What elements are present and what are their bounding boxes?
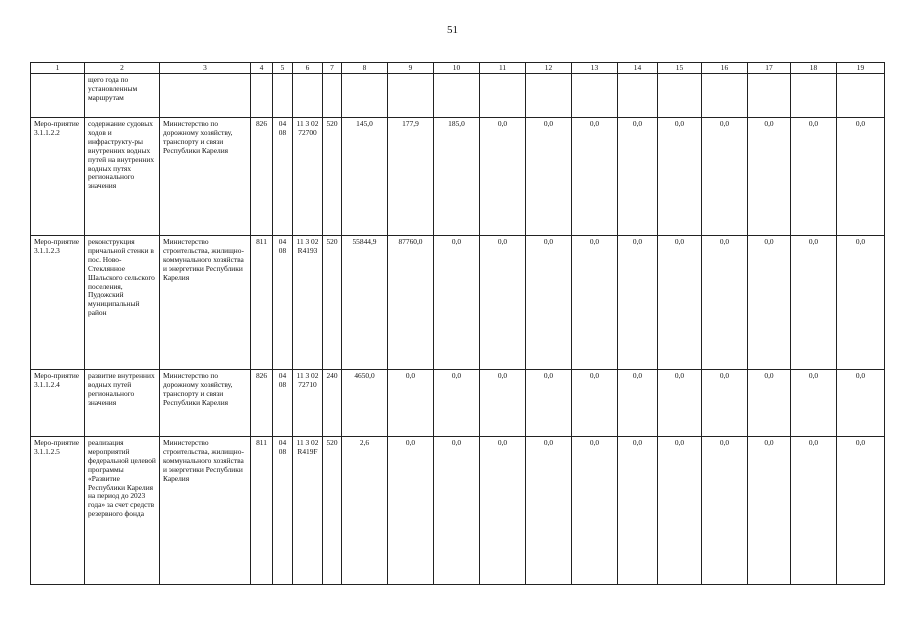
rzpr-code-cell: [273, 74, 293, 118]
header-cell: 11: [480, 63, 526, 74]
value-cell: 0,0: [434, 437, 480, 585]
table-row: [31, 437, 885, 585]
csr-code-cell: 11 3 02 72700: [293, 118, 323, 236]
value-cell: 0,0: [837, 118, 885, 236]
header-cell: 9: [388, 63, 434, 74]
responsible-executor-cell: [160, 74, 251, 118]
value-cell: 0,0: [791, 236, 837, 370]
value-cell: 0,0: [434, 370, 480, 437]
vr-code-cell: [323, 74, 342, 118]
responsible-executor-cell: Министерство по дорожному хозяйству, транспорту и связи Республики Карелия: [160, 370, 251, 437]
value-cell: 0,0: [702, 118, 748, 236]
value-cell: 0,0: [480, 118, 526, 236]
value-cell: 0,0: [618, 236, 658, 370]
activity-code-cell: [31, 74, 85, 118]
value-cell: 0,0: [618, 437, 658, 585]
rzpr-code-cell: 04 08: [273, 118, 293, 236]
value-cell: 0,0: [702, 370, 748, 437]
rzpr-code-cell: 04 08: [273, 437, 293, 585]
header-cell: 3: [160, 63, 251, 74]
rzpr-code-cell: 04 08: [273, 370, 293, 437]
value-cell: 145,0: [342, 118, 388, 236]
activity-name-cell: содержание судовых ходов и инфраструкту-ры внутренних водных путей на внутренних водных путях регионального значения: [85, 118, 160, 236]
header-cell: 13: [572, 63, 618, 74]
responsible-executor-cell: Министерство по дорожному хозяйству, транспорту и связи Республики Карелия: [160, 118, 251, 236]
grbs-code-cell: 826: [251, 118, 273, 236]
value-cell: [572, 74, 618, 118]
value-cell: 0,0: [748, 437, 791, 585]
value-cell: 0,0: [572, 118, 618, 236]
activity-code-cell: Меро-приятие 3.1.1.2.5: [31, 437, 85, 585]
value-cell: 0,0: [480, 236, 526, 370]
grbs-code-cell: 811: [251, 236, 273, 370]
value-cell: 0,0: [572, 236, 618, 370]
value-cell: 185,0: [434, 118, 480, 236]
value-cell: [791, 74, 837, 118]
header-cell: 1: [31, 63, 85, 74]
value-cell: [342, 74, 388, 118]
value-cell: 0,0: [748, 236, 791, 370]
value-cell: 87760,0: [388, 236, 434, 370]
value-cell: 0,0: [658, 370, 702, 437]
value-cell: [702, 74, 748, 118]
table-row: [31, 118, 885, 236]
value-cell: 0,0: [837, 370, 885, 437]
activity-name-cell: развитие внутренних водных путей регионального значения: [85, 370, 160, 437]
value-cell: 0,0: [480, 437, 526, 585]
responsible-executor-cell: Министерство строительства, жилищно-коммунального хозяйства и энергетики Республики Карелия: [160, 236, 251, 370]
value-cell: 0,0: [748, 370, 791, 437]
value-cell: 0,0: [526, 437, 572, 585]
header-cell: 15: [658, 63, 702, 74]
header-cell: 7: [323, 63, 342, 74]
value-cell: 55844,9: [342, 236, 388, 370]
value-cell: 0,0: [572, 370, 618, 437]
activity-name-cell: щего года по установленным маршрутам: [85, 74, 160, 118]
value-cell: 0,0: [618, 370, 658, 437]
value-cell: [658, 74, 702, 118]
value-cell: 2,6: [342, 437, 388, 585]
value-cell: 4650,0: [342, 370, 388, 437]
value-cell: 0,0: [658, 236, 702, 370]
activity-code-cell: Меро-приятие 3.1.1.2.4: [31, 370, 85, 437]
value-cell: 0,0: [388, 437, 434, 585]
value-cell: 0,0: [702, 437, 748, 585]
value-cell: 0,0: [837, 236, 885, 370]
header-cell: 16: [702, 63, 748, 74]
value-cell: 0,0: [526, 370, 572, 437]
activity-name-cell: реализация мероприятий федеральной целевой программы «Развитие Республики Карелия на период до 2023 года» за счет средств резервного фонда: [85, 437, 160, 585]
header-cell: 5: [273, 63, 293, 74]
header-cell: 18: [791, 63, 837, 74]
vr-code-cell: 240: [323, 370, 342, 437]
csr-code-cell: [293, 74, 323, 118]
value-cell: [434, 74, 480, 118]
value-cell: [837, 74, 885, 118]
value-cell: 0,0: [791, 118, 837, 236]
value-cell: 0,0: [526, 118, 572, 236]
value-cell: [748, 74, 791, 118]
value-cell: 0,0: [388, 370, 434, 437]
header-cell: 19: [837, 63, 885, 74]
value-cell: 0,0: [658, 437, 702, 585]
header-cell: 4: [251, 63, 273, 74]
table-row: [31, 370, 885, 437]
header-cell: 17: [748, 63, 791, 74]
value-cell: 0,0: [658, 118, 702, 236]
grbs-code-cell: [251, 74, 273, 118]
value-cell: [526, 74, 572, 118]
value-cell: 177,9: [388, 118, 434, 236]
value-cell: 0,0: [791, 437, 837, 585]
column-number-row: [31, 63, 885, 74]
vr-code-cell: 520: [323, 236, 342, 370]
value-cell: 0,0: [526, 236, 572, 370]
header-cell: 12: [526, 63, 572, 74]
header-cell: 2: [85, 63, 160, 74]
csr-code-cell: 11 3 02 72710: [293, 370, 323, 437]
activity-name-cell: реконструкция причальной стенки в пос. Ново-Стеклянное Шальского сельского поселения, Пудожский муниципальный район: [85, 236, 160, 370]
csr-code-cell: 11 3 02 R419F: [293, 437, 323, 585]
page-number: 51: [447, 24, 458, 36]
csr-code-cell: 11 3 02 R4193: [293, 236, 323, 370]
vr-code-cell: 520: [323, 437, 342, 585]
grbs-code-cell: 826: [251, 370, 273, 437]
responsible-executor-cell: Министерство строительства, жилищно-коммунального хозяйства и энергетики Республики Карелия: [160, 437, 251, 585]
table-row: [31, 74, 885, 118]
activity-code-cell: Меро-приятие 3.1.1.2.2: [31, 118, 85, 236]
value-cell: [388, 74, 434, 118]
header-cell: 10: [434, 63, 480, 74]
header-cell: 8: [342, 63, 388, 74]
value-cell: [480, 74, 526, 118]
value-cell: 0,0: [572, 437, 618, 585]
header-cell: 14: [618, 63, 658, 74]
value-cell: 0,0: [748, 118, 791, 236]
value-cell: 0,0: [434, 236, 480, 370]
table-row: [31, 236, 885, 370]
rzpr-code-cell: 04 08: [273, 236, 293, 370]
grbs-code-cell: 811: [251, 437, 273, 585]
value-cell: 0,0: [618, 118, 658, 236]
value-cell: [618, 74, 658, 118]
value-cell: 0,0: [837, 437, 885, 585]
value-cell: 0,0: [702, 236, 748, 370]
value-cell: 0,0: [480, 370, 526, 437]
activity-code-cell: Меро-приятие 3.1.1.2.3: [31, 236, 85, 370]
budget-table: [30, 62, 885, 585]
vr-code-cell: 520: [323, 118, 342, 236]
header-cell: 6: [293, 63, 323, 74]
value-cell: 0,0: [791, 370, 837, 437]
